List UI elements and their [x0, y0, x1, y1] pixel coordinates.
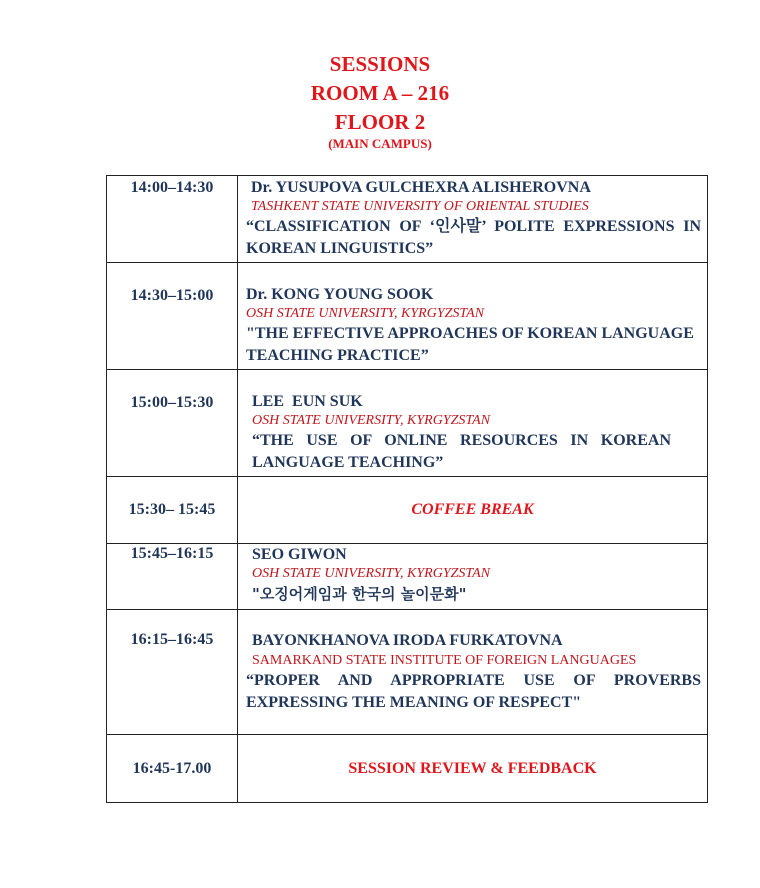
time-text: 15:00–15:30 [130, 394, 214, 411]
table-row [107, 176, 708, 263]
time-text: 15:30– 15:45 [128, 501, 216, 518]
speaker-affiliation: SAMARKAND STATE INSTITUTE OF FOREIGN LANGUAGES [252, 653, 637, 668]
speaker-affiliation: TASHKENT STATE UNIVERSITY OF ORIENTAL STUDIES [251, 199, 589, 214]
speaker-name: LEE EUN SUK [252, 393, 363, 410]
speaker-name: Dr. KONG YOUNG SOOK [246, 286, 434, 303]
session-details [238, 370, 708, 477]
session-time [107, 544, 238, 610]
session-time [107, 610, 238, 735]
speaker-name: SEO GIWON [252, 546, 347, 563]
table-row [107, 477, 708, 544]
talk-title: "오징어게임과 한국의 놀이문화" [252, 585, 467, 603]
session-details [238, 610, 708, 735]
speaker-affiliation: OSH STATE UNIVERSITY, KYRGYZSTAN [252, 413, 491, 428]
talk-title: “THE USE OF ONLINE RESOURCES IN KOREAN LANGUAGE TEACHING” [252, 432, 671, 471]
title-sessions: SESSIONS [329, 52, 431, 76]
title-campus: (MAIN CAMPUS) [328, 136, 432, 151]
table-row [107, 263, 708, 370]
time-text: 16:15–16:45 [130, 631, 214, 648]
session-time [107, 370, 238, 477]
speaker-affiliation: OSH STATE UNIVERSITY, KYRGYZSTAN [246, 306, 485, 321]
session-details [238, 176, 708, 263]
table-row [107, 370, 708, 477]
time-text: 14:00–14:30 [130, 179, 214, 196]
table-row [107, 544, 708, 610]
talk-title: “PROPER AND APPROPRIATE USE OF PROVERBS EXPRESSING THE MEANING OF RESPECT" [246, 672, 701, 711]
time-text: 16:45-17.00 [132, 759, 212, 777]
session-time [107, 263, 238, 370]
time-text: 15:45–16:15 [130, 545, 214, 562]
session-details [238, 544, 708, 610]
session-details [238, 477, 708, 544]
coffee-break-label: COFFEE BREAK [411, 501, 534, 518]
session-review-label: SESSION REVIEW & FEEDBACK [348, 759, 597, 777]
session-time [107, 477, 238, 544]
title-room: ROOM A – 216 [310, 81, 450, 105]
speaker-name: BAYONKHANOVA IRODA FURKATOVNA [252, 632, 563, 649]
time-text: 14:30–15:00 [130, 287, 214, 304]
session-time [107, 176, 238, 263]
title-floor: FLOOR 2 [334, 110, 426, 134]
session-details [238, 263, 708, 370]
talk-title: "THE EFFECTIVE APPROACHES OF KOREAN LANGUAGE TEACHING PRACTICE” [246, 325, 694, 364]
table-row [107, 735, 708, 803]
speaker-name: Dr. YUSUPOVA GULCHEXRA ALISHEROVNA [251, 179, 591, 196]
speaker-affiliation: OSH STATE UNIVERSITY, KYRGYZSTAN [252, 566, 491, 581]
table-row [107, 610, 708, 735]
talk-title: “CLASSIFICATION OF ‘인사말’ POLITE EXPRESSIONS IN KOREAN LINGUISTICS” [246, 218, 701, 257]
session-time [107, 735, 238, 803]
session-schedule-table [106, 175, 708, 803]
session-details [238, 735, 708, 803]
